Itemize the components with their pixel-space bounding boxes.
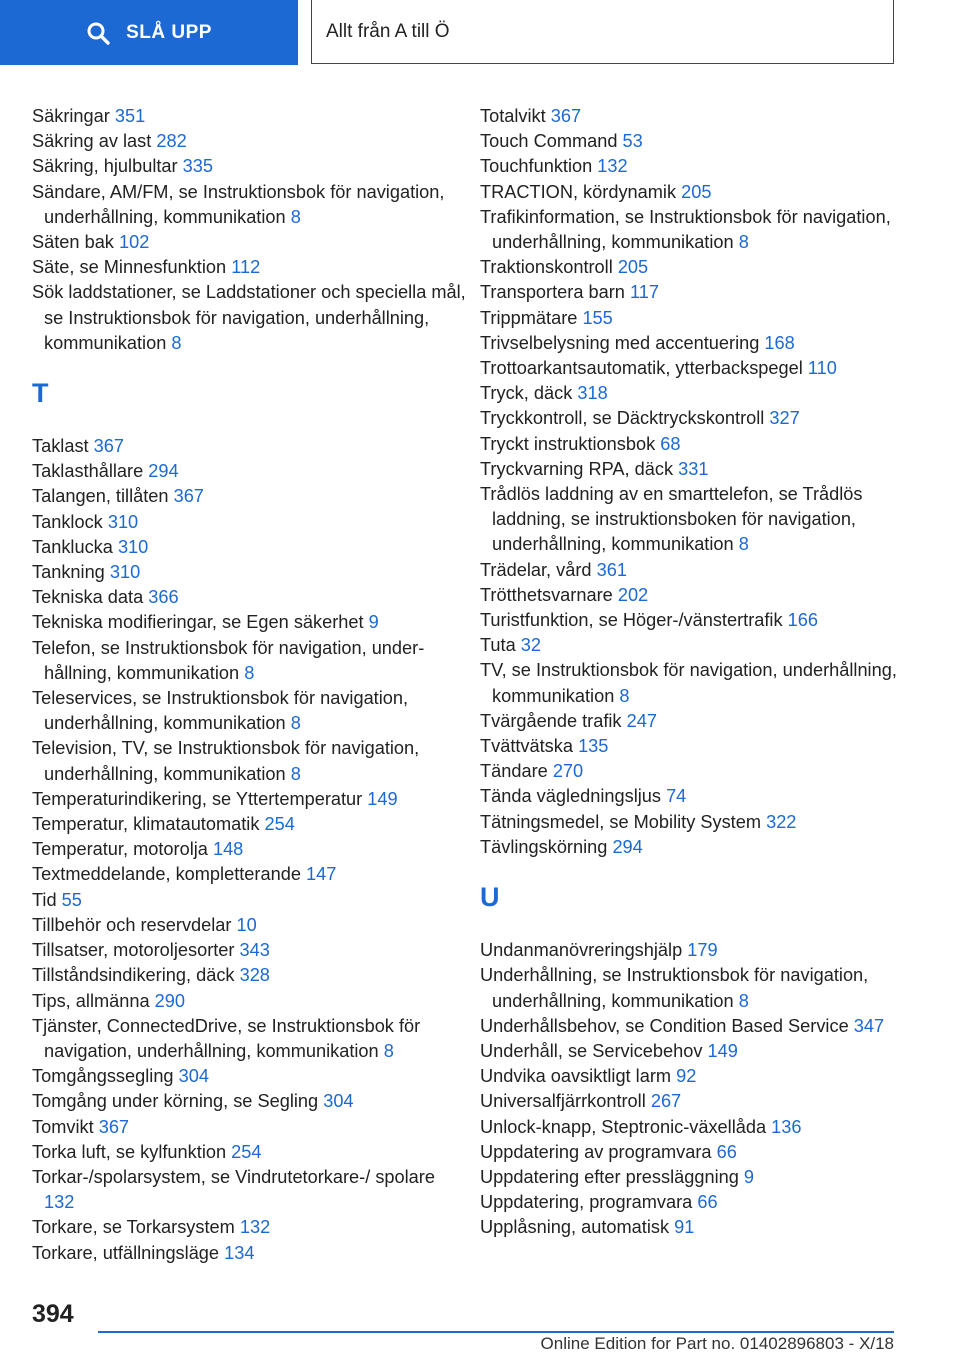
index-entry-text: Tillståndsindikering, däck <box>32 965 235 986</box>
index-entry-text: Traktionskontroll <box>480 257 613 278</box>
index-entry <box>480 356 900 381</box>
index-entry-text: Torka luft, se kylfunktion <box>32 1141 227 1162</box>
index-entry-text: Tankning <box>32 562 105 583</box>
page-link[interactable]: 102 <box>118 232 150 253</box>
index-entry <box>480 432 900 457</box>
page-link[interactable]: 112 <box>231 257 261 278</box>
index-entry-text: Trafikinformation, se Instruktionsbok för navigation, underhållning, kommunikation <box>480 206 891 253</box>
page-link[interactable]: 8 <box>290 763 301 784</box>
page-link[interactable]: 367 <box>93 436 125 457</box>
search-icon <box>86 21 110 45</box>
page-link[interactable]: 267 <box>650 1091 682 1112</box>
index-entry-text: Textmeddelande, kompletterande <box>32 864 301 885</box>
index-entry-text: Tända vägledningsljus <box>480 786 661 807</box>
index-entry-text: Tanklucka <box>32 536 113 557</box>
index-entry-text: Tätningsmedel, se Mobility System <box>480 811 762 832</box>
index-entry-text: Tjänster, ConnectedDrive, se Instruktionsbok för navigation, underhållning, kommunikation <box>32 1015 421 1061</box>
page-link[interactable]: 8 <box>383 1040 394 1061</box>
index-entry <box>32 1140 467 1165</box>
index-entry <box>480 963 900 1013</box>
index-entry-text: Talangen, tillåten <box>32 486 169 507</box>
index-entry <box>480 331 900 356</box>
index-entry <box>480 1115 900 1140</box>
page-link[interactable]: 148 <box>212 839 244 860</box>
index-entry-text: Tillbehör och reservdelar <box>32 914 232 935</box>
index-letter-heading: T <box>32 378 49 409</box>
page-link[interactable]: 8 <box>244 662 255 683</box>
index-entry <box>32 535 467 560</box>
page-link[interactable]: 136 <box>771 1116 802 1137</box>
index-entry <box>480 482 900 558</box>
index-entry-text: Torkare, se Torkarsystem <box>32 1217 235 1238</box>
index-entry-text: Turistfunktion, se Höger-/vänstertrafik <box>480 610 783 631</box>
section-title-tab <box>311 0 894 64</box>
index-entry <box>480 306 900 331</box>
index-entry-text: Uppdatering efter pressläggning <box>480 1166 739 1187</box>
index-entry <box>480 255 900 280</box>
index-entry <box>32 255 467 280</box>
index-entry <box>32 1014 467 1064</box>
page-link[interactable]: 328 <box>239 965 270 986</box>
page-link[interactable]: 310 <box>109 562 141 583</box>
index-entry-text: Trivselbelysning med accentuering <box>480 332 760 353</box>
index-entry-text: Trippmätare <box>480 307 578 328</box>
index-entry <box>480 759 900 784</box>
page-link[interactable]: 9 <box>368 612 379 633</box>
index-entry <box>32 1089 467 1114</box>
index-entry-text: Temperaturindikering, se Yttertemperatur <box>32 788 363 809</box>
index-entry <box>32 129 467 154</box>
index-entry <box>480 205 900 255</box>
page-link[interactable]: 166 <box>787 610 818 631</box>
page-link[interactable]: 282 <box>156 131 187 152</box>
index-entry <box>32 154 467 179</box>
page-link[interactable]: 132 <box>44 1192 75 1213</box>
index-entry-text: TV, se Instruktionsbok för navigation, underhållning, kommunikation <box>480 660 897 706</box>
index-entry-text: Tryckt instruktionsbok <box>480 433 656 454</box>
page-link[interactable]: 202 <box>617 584 649 605</box>
index-entry <box>32 610 467 635</box>
index-entry <box>480 734 900 759</box>
index-entry <box>480 280 900 305</box>
index-entry-text: Tryckkontroll, se Däcktryckskontroll <box>480 408 765 429</box>
page-link[interactable]: 32 <box>520 635 542 656</box>
index-entry <box>32 180 467 230</box>
page-link[interactable]: 310 <box>107 511 139 532</box>
page-link[interactable]: 10 <box>236 914 257 935</box>
index-entry-text: Tävlingskörning <box>480 836 608 857</box>
index-entry-text: Säkring av last <box>32 131 152 152</box>
index-entry-text: Underhållsbehov, se Condition Based Service <box>480 1015 849 1036</box>
index-entry <box>32 736 467 786</box>
page-link[interactable]: 366 <box>148 587 179 608</box>
page-link[interactable]: 132 <box>597 156 628 177</box>
index-entry <box>480 1165 900 1190</box>
index-entry <box>480 180 900 205</box>
index-entry <box>32 913 467 938</box>
index-entry-text: Transportera barn <box>480 282 625 303</box>
index-entry-text: Torkar-/spolarsystem, se Vindrutetorkare-/ spolare <box>32 1166 435 1187</box>
page-link[interactable]: 343 <box>239 940 270 961</box>
index-entry-text: Telefon, se Instruktionsbok för navigation, underhållning, kommunikation <box>32 637 425 683</box>
index-entry-text: Tvärgående trafik <box>480 710 622 731</box>
page-link[interactable]: 74 <box>666 786 687 807</box>
page-link[interactable]: 294 <box>612 836 643 857</box>
index-entry <box>32 989 467 1014</box>
index-entry-text: Tillsatser, motoroljesorter <box>32 940 235 961</box>
index-entry <box>32 787 467 812</box>
index-entry-text: Tändare <box>480 761 548 782</box>
index-entry-text: Tvättvätska <box>480 736 573 757</box>
index-entry <box>480 104 900 129</box>
footer-divider <box>98 1331 894 1333</box>
index-entry-text: Sök laddstationer, se Laddstationer och speciella mål, se Instruktionsbok för navigation, underhållning, kommunikation <box>32 282 466 353</box>
index-entry-text: Trädelar, vård <box>480 559 592 580</box>
page-link[interactable]: 8 <box>290 206 301 227</box>
page-link[interactable]: 66 <box>697 1192 718 1213</box>
index-entry-text: Säte, se Minnesfunktion <box>32 257 227 278</box>
index-entry <box>480 154 900 179</box>
index-entry-text: Trottoarkantsautomatik, ytterbackspegel <box>480 358 803 379</box>
index-entry <box>32 1215 467 1240</box>
index-entry <box>480 1089 900 1114</box>
index-entry <box>32 636 467 686</box>
index-letter-heading: U <box>480 882 500 913</box>
page-link[interactable]: 205 <box>617 257 649 278</box>
index-entry <box>32 230 467 255</box>
index-entry-text: Totalvikt <box>480 106 546 126</box>
index-entry-text: Undvika oavsiktligt larm <box>480 1066 672 1087</box>
index-entry-text: Taklast <box>32 436 89 457</box>
page-link[interactable]: 254 <box>231 1141 262 1162</box>
page-link[interactable]: 254 <box>264 814 295 835</box>
index-entry-text: Underhållning, se Instruktionsbok för navigation, underhållning, kommunikation <box>480 965 869 1011</box>
page-link[interactable]: 322 <box>766 811 797 832</box>
page-link[interactable]: 367 <box>173 486 204 507</box>
index-entry <box>480 583 900 608</box>
section-title: Allt från A till Ö <box>326 20 450 42</box>
page-link[interactable]: 247 <box>626 710 657 731</box>
page-link[interactable]: 8 <box>619 685 630 706</box>
index-entry <box>32 1115 467 1140</box>
page-link[interactable]: 8 <box>290 713 301 734</box>
page-link[interactable]: 66 <box>716 1141 737 1162</box>
index-entry <box>32 812 467 837</box>
search-button-label: SLÅ UPP <box>126 21 212 43</box>
search-button[interactable] <box>0 0 298 65</box>
index-entry <box>480 1140 900 1165</box>
page-link[interactable]: 91 <box>674 1217 695 1238</box>
index-entry <box>32 585 467 610</box>
index-entry <box>32 938 467 963</box>
index-entry-text: Tanklock <box>32 511 103 532</box>
index-column-right <box>480 104 900 1241</box>
page-link[interactable]: 8 <box>738 232 749 253</box>
index-entry-text: Tid <box>32 889 57 910</box>
index-entry <box>480 709 900 734</box>
page-link[interactable]: 351 <box>114 106 146 126</box>
index-entry-text: Tryck, däck <box>480 383 573 404</box>
page-link[interactable]: 8 <box>738 534 749 555</box>
index-entry <box>480 1039 900 1064</box>
index-entry-text: Touchfunktion <box>480 156 593 177</box>
index-entry <box>480 381 900 406</box>
index-entry <box>32 434 467 459</box>
page-number: 394 <box>32 1300 74 1328</box>
page-link[interactable]: 53 <box>622 131 643 152</box>
index-entry <box>480 835 900 860</box>
index-entry <box>32 837 467 862</box>
index-entry <box>32 1165 467 1215</box>
page-link[interactable]: 179 <box>687 940 718 961</box>
index-entry-text: Uppdatering, programvara <box>480 1192 693 1213</box>
index-entry <box>32 104 467 129</box>
index-entry <box>480 810 900 835</box>
index-entry-text: Temperatur, motorolja <box>32 839 208 860</box>
page-link[interactable]: 135 <box>578 736 609 757</box>
index-entry <box>32 1064 467 1089</box>
page-link[interactable]: 110 <box>807 358 837 379</box>
index-entry-text: Taklasthållare <box>32 461 144 482</box>
index-entry-text: Tips, allmänna <box>32 990 150 1011</box>
index-entry-text: Universalfjärrkontroll <box>480 1091 646 1112</box>
page-link[interactable]: 335 <box>182 156 214 177</box>
page-link[interactable]: 134 <box>224 1242 255 1263</box>
index-entry <box>480 1064 900 1089</box>
index-entry <box>480 784 900 809</box>
index-entry <box>480 938 900 963</box>
index-entry <box>32 888 467 913</box>
index-entry-text: Säten bak <box>32 232 114 253</box>
index-entry <box>480 406 900 431</box>
index-entry-text: Unlock-knapp, Steptronic-växellåda <box>480 1116 767 1137</box>
page-link[interactable]: 270 <box>552 761 584 782</box>
index-entry-text: Tomgångssegling <box>32 1066 174 1087</box>
index-entry-text: Teleservices, se Instruktionsbok för navigation, underhållning, kommunikation <box>32 688 409 734</box>
index-entry-text: Underhåll, se Servicebehov <box>480 1040 703 1061</box>
page-link[interactable]: 92 <box>676 1066 697 1087</box>
page-link[interactable]: 205 <box>681 181 712 202</box>
page-link[interactable]: 55 <box>61 889 82 910</box>
index-entry-text: TRACTION, kördynamik <box>480 181 677 202</box>
index-entry <box>32 510 467 535</box>
index-entry <box>480 1215 900 1240</box>
page-link[interactable]: 8 <box>171 332 182 353</box>
index-entry <box>480 558 900 583</box>
index-entry <box>480 658 900 708</box>
index-entry-text: Tomgång under körning, se Segling <box>32 1091 319 1112</box>
page-link[interactable]: 331 <box>678 458 709 479</box>
page-link[interactable]: 149 <box>707 1040 738 1061</box>
index-entry <box>32 484 467 509</box>
page-link[interactable]: 304 <box>323 1091 354 1112</box>
index-entry-text: Television, TV, se Instruktionsbok för navigation, underhållning, kommunikation <box>32 738 420 784</box>
page-link[interactable]: 294 <box>148 461 179 482</box>
page-link[interactable]: 117 <box>629 282 659 303</box>
index-entry-text: Tryckvarning RPA, däck <box>480 458 674 479</box>
index-entry <box>32 560 467 585</box>
index-entry-text: Upplåsning, automatisk <box>480 1217 670 1238</box>
page-link[interactable]: 8 <box>738 990 749 1011</box>
page-link[interactable]: 347 <box>853 1015 885 1036</box>
index-entry-text: Trådlös laddning av en smarttelefon, se Trådlös laddning, se instruktionsboken för navigation, underhållning, kommunikation <box>480 484 863 555</box>
index-entry <box>32 1241 467 1266</box>
page-link[interactable]: 304 <box>178 1066 209 1087</box>
index-entry-text: Trötthetsvarnare <box>480 584 613 605</box>
page-link[interactable]: 168 <box>764 332 795 353</box>
index-entry <box>480 1190 900 1215</box>
footer-edition: Online Edition for Part no. 01402896803 - X/18 <box>540 1334 894 1353</box>
index-entry <box>32 862 467 887</box>
index-entry-text: Säkring, hjulbultar <box>32 156 178 177</box>
page-link[interactable]: 290 <box>154 990 186 1011</box>
index-entry-text: Touch Command <box>480 131 618 152</box>
page-link[interactable]: 132 <box>239 1217 271 1238</box>
index-entry-text: Tomvikt <box>32 1116 94 1137</box>
page-link[interactable]: 367 <box>550 106 582 126</box>
index-entry-text: Tuta <box>480 635 516 656</box>
page-link[interactable]: 318 <box>577 383 608 404</box>
index-entry-text: Tekniska modifieringar, se Egen säkerhet <box>32 612 364 633</box>
page-link[interactable]: 367 <box>98 1116 130 1137</box>
index-entry-text: Uppdatering av programvara <box>480 1141 712 1162</box>
index-entry <box>480 633 900 658</box>
index-entry <box>32 686 467 736</box>
page-link[interactable]: 68 <box>660 433 681 454</box>
index-entry-text: Temperatur, klimatautomatik <box>32 814 260 835</box>
index-entry <box>32 963 467 988</box>
page-link[interactable]: 310 <box>117 536 149 557</box>
index-entry-text: Torkare, utfällningsläge <box>32 1242 220 1263</box>
page-link[interactable]: 327 <box>769 408 800 429</box>
index-entry-text: Tekniska data <box>32 587 144 608</box>
page-link[interactable]: 155 <box>582 307 613 328</box>
index-entry <box>480 457 900 482</box>
index-entry <box>32 459 467 484</box>
index-column-left <box>32 104 467 1266</box>
page-link[interactable]: 9 <box>743 1166 755 1187</box>
page-link[interactable]: 149 <box>367 788 398 809</box>
page-link[interactable]: 147 <box>306 864 337 885</box>
index-entry <box>480 1014 900 1039</box>
index-entry <box>32 280 467 356</box>
index-entry-text: Sändare, AM/FM, se Instruktionsbok för navigation, underhållning, kommunikation <box>32 181 445 227</box>
index-entry-text: Undanmanövreringshjälp <box>480 940 683 961</box>
page-link[interactable]: 361 <box>596 559 627 580</box>
index-entry <box>480 129 900 154</box>
index-entry <box>480 608 900 633</box>
index-entry-text: Säkringar <box>32 106 110 126</box>
